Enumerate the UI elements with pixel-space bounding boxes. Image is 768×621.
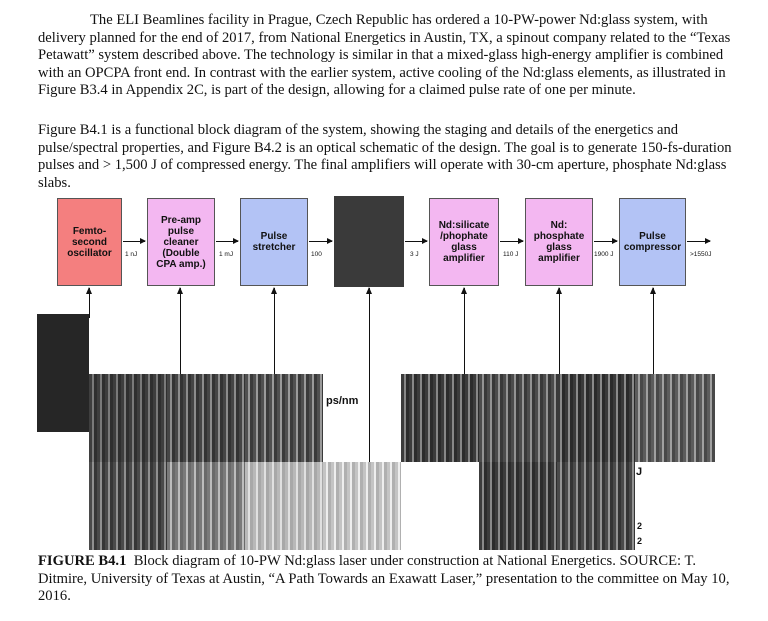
energy-label: 1 nJ xyxy=(125,251,138,258)
pixelated-region xyxy=(245,374,323,462)
up-arrow-5 xyxy=(464,288,465,376)
superscript-fragment: 2 xyxy=(637,521,643,531)
pixelated-region xyxy=(557,374,635,462)
block-preamp-cleaner xyxy=(147,198,215,286)
pixelated-region xyxy=(323,462,401,550)
arrow-6 xyxy=(594,241,617,242)
up-arrow-3 xyxy=(274,288,275,376)
up-arrow-1 xyxy=(89,288,90,318)
pixelated-region xyxy=(479,462,557,550)
caption-label: FIGURE B4.1 xyxy=(38,553,127,569)
arrow-5 xyxy=(500,241,523,242)
block-label: Nd:silicate /phophate glass amplifier xyxy=(438,220,490,264)
block-label: Pre-amp pulse cleaner (Double CPA amp.) xyxy=(156,214,206,270)
caption-text: Block diagram of 10-PW Nd:glass laser under construction at National Energetics. SOURCE: T. Ditmire, University of Texas at Austin, “A Path Towards an Exawatt Laser,” presentation to the committee on May 10, 2016. xyxy=(38,553,730,605)
block-oscillator xyxy=(57,198,122,286)
block-obscured xyxy=(334,196,404,287)
pixelated-region xyxy=(635,374,715,462)
block-silicate-amplifier xyxy=(429,198,499,286)
block-pulse-stretcher xyxy=(240,198,308,286)
energy-label: 110 J xyxy=(503,251,519,258)
energy-label: 3 J xyxy=(410,251,419,258)
block-label: Nd: phosphate glass amplifier xyxy=(533,220,585,264)
up-arrow-4 xyxy=(369,288,370,464)
pixelated-region xyxy=(167,374,245,462)
pixelated-region xyxy=(245,462,323,550)
body-paragraph-1: The ELI Beamlines facility in Prague, Czech Republic has ordered a 10-PW-power Nd:glass system, with delivery planned for the end of 2017, from National Energetics in Austin, TX, a spinout company related to the “Texas Petawatt” system described above. The technology is similar in that a mixed-glass high-energy amplifier is combined with an OPCPA front end. In contrast with the earlier system, active cooling of the Nd:glass elements, as illustrated in Figure B3.4 in Appendix 2C, is part of the design, allowing for a claimed pulse rate of one per minute. xyxy=(38,12,731,99)
arrow-3 xyxy=(309,241,332,242)
block-phosphate-amplifier xyxy=(525,198,593,286)
energy-label: >1550J xyxy=(690,251,712,258)
up-arrow-2 xyxy=(180,288,181,376)
up-arrow-7 xyxy=(653,288,654,376)
arrow-2 xyxy=(216,241,238,242)
pixelated-region xyxy=(89,462,167,550)
superscript-fragment: 2 xyxy=(637,536,643,546)
pixelated-region xyxy=(401,374,479,462)
block-pulse-compressor xyxy=(619,198,686,286)
pixelated-region xyxy=(167,462,245,550)
pixelated-region xyxy=(401,462,479,550)
arrow-4 xyxy=(405,241,427,242)
pixelated-region xyxy=(479,374,557,462)
pixelated-region xyxy=(37,314,89,432)
energy-label: 100 xyxy=(311,251,322,258)
units-fragment: ps/nm xyxy=(326,395,359,407)
block-label: Pulse compressor xyxy=(623,231,682,253)
pixelated-region xyxy=(89,374,167,462)
pixelated-region xyxy=(557,462,635,550)
energy-label: 1900 J xyxy=(594,251,614,258)
block-label: Femto- second oscillator xyxy=(67,225,112,259)
body-paragraph-2: Figure B4.1 is a functional block diagram of the system, showing the staging and details of the energetics and pulse/spectral properties, and Figure B4.2 is an optical schematic of the design. The goal is to generate 150-fs-duration pulses and > 1,500 J of compressed energy. The final amplifiers will operate with 30-cm aperture, phosphate Nd:glass slabs. xyxy=(38,122,732,191)
arrow-1 xyxy=(123,241,145,242)
figure-caption xyxy=(38,553,738,606)
energy-unit-fragment: J xyxy=(636,466,643,478)
energy-label: 1 mJ xyxy=(219,251,234,258)
block-label: Pulse stretcher xyxy=(252,231,296,253)
arrow-7 xyxy=(687,241,710,242)
